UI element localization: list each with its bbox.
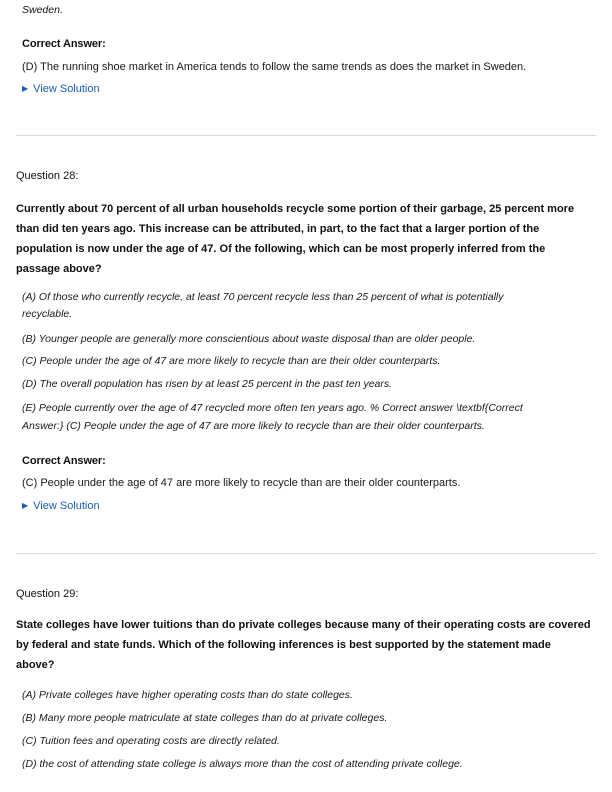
question-stem: [16, 199, 601, 279]
option-b: (B) Younger people are generally more conscientious about waste disposal than are older people.: [22, 333, 476, 345]
question-heading: Question 28:: [16, 170, 79, 182]
question-heading: Question 29:: [16, 588, 79, 600]
correct-answer-label: Correct Answer:: [22, 455, 106, 467]
correct-answer-label: Correct Answer:: [22, 38, 106, 50]
view-solution-label: View Solution: [33, 83, 100, 95]
divider: [16, 135, 596, 136]
triangle-right-icon: ▶: [22, 84, 29, 93]
option-b: (B) Many more people matriculate at state colleges than do at private colleges.: [22, 712, 388, 724]
option-c: (C) Tuition fees and operating costs are directly related.: [22, 735, 280, 747]
question-stem: [16, 615, 601, 675]
option-a-continued: recyclable.: [22, 308, 73, 320]
previous-option-tail: Sweden.: [22, 4, 63, 16]
option-c: (C) People under the age of 47 are more likely to recycle than are their older counterparts.: [22, 355, 441, 367]
option-e-continued: Answer:} (C) People under the age of 47 are more likely to recycle than are their older counterparts.: [22, 420, 485, 432]
stem-line: above?: [16, 659, 55, 671]
stem-line: Currently about 70 percent of all urban households recycle some portion of their garbage, 25 percent more: [16, 203, 575, 215]
correct-answer-text: (D) The running shoe market in America tends to follow the same trends as does the market in Sweden.: [22, 61, 527, 73]
option-a: (A) Private colleges have higher operating costs than do state colleges.: [22, 689, 353, 701]
view-solution-label: View Solution: [33, 500, 100, 512]
stem-line: State colleges have lower tuitions than do private colleges because many of their operating costs are covered: [16, 619, 591, 631]
option-d: (D) the cost of attending state college is always more than the cost of attending private college.: [22, 758, 463, 770]
divider: [16, 553, 596, 554]
option-d: (D) The overall population has risen by at least 25 percent in the past ten years.: [22, 378, 393, 390]
view-solution-toggle[interactable]: [22, 83, 100, 95]
stem-line: by federal and state funds. Which of the following inferences is best supported by the statement made: [16, 639, 551, 651]
stem-line: population is now under the age of 47. Of the following, which can be most properly inferred from the: [16, 243, 546, 255]
view-solution-toggle[interactable]: [22, 500, 100, 512]
correct-answer-text: (C) People under the age of 47 are more likely to recycle than are their older counterparts.: [22, 477, 461, 489]
stem-line: than did ten years ago. This increase can be attributed, in part, to the fact that a larger portion of the: [16, 223, 540, 235]
option-a: (A) Of those who currently recycle, at least 70 percent recycle less than 25 percent of what is potentially: [22, 291, 504, 303]
triangle-right-icon: ▶: [22, 501, 29, 510]
stem-line: passage above?: [16, 263, 102, 275]
option-e: (E) People currently over the age of 47 recycled more often ten years ago. % Correct answer \textbf{Correct: [22, 402, 523, 414]
